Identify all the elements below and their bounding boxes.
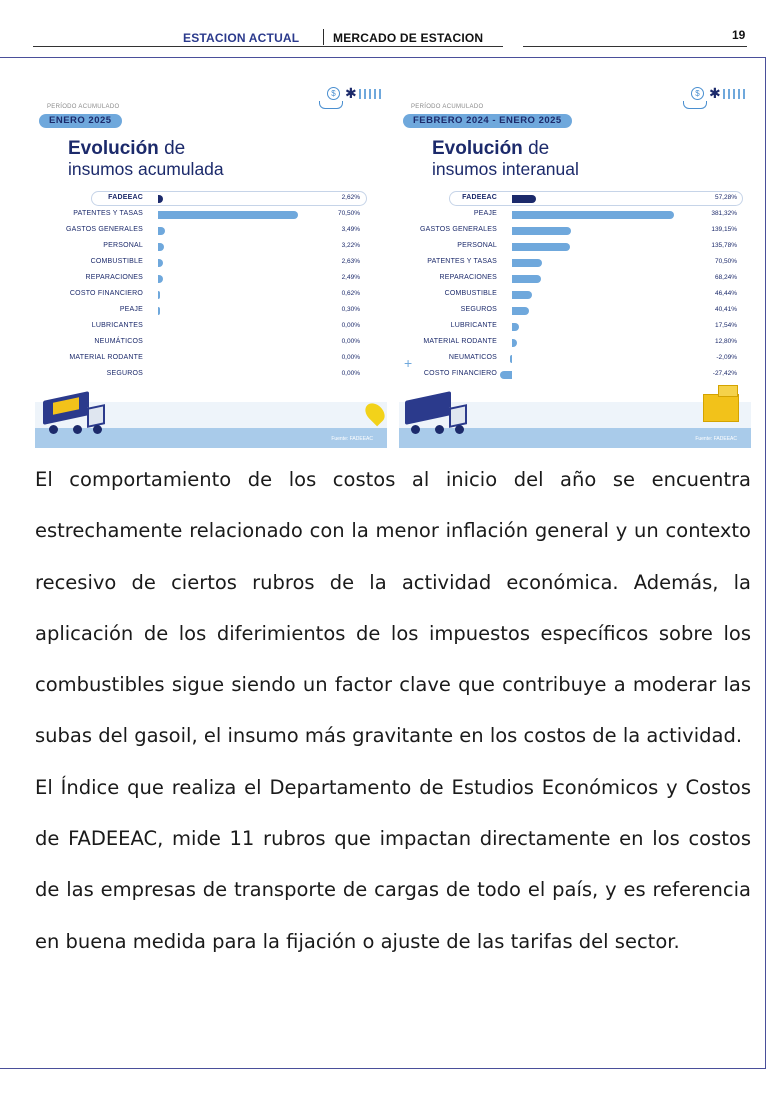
bar	[512, 339, 517, 347]
bar-label: MATERIAL RODANTE	[423, 338, 497, 345]
bar-value: 40,41%	[714, 306, 737, 313]
coin-icon: $	[691, 87, 704, 100]
bar-row	[399, 335, 751, 351]
bar-row	[35, 255, 387, 271]
bar-row-total	[399, 191, 751, 207]
bar-label: PEAJE	[119, 306, 143, 313]
bar-label: NEUMATICOS	[448, 354, 497, 361]
bar-row	[399, 319, 751, 335]
bar-value: 70,50%	[337, 210, 360, 217]
bar	[512, 195, 536, 203]
bar	[512, 259, 542, 267]
panel-title: Evolución de	[432, 138, 550, 159]
bar-row	[35, 303, 387, 319]
bar-row	[399, 303, 751, 319]
bar-value: 68,24%	[714, 274, 737, 281]
page-number: 19	[732, 28, 746, 42]
section-label-estacion-actual: ESTACION ACTUAL	[183, 31, 300, 45]
bar-label: PATENTES Y TASAS	[73, 210, 143, 217]
bar-row	[35, 239, 387, 255]
bar	[512, 307, 529, 315]
panel-subtitle: insumos acumulada	[68, 159, 224, 179]
cargo-boxes-icon	[703, 394, 739, 422]
bar-value: 0,00%	[341, 338, 360, 345]
bar	[512, 211, 674, 219]
bar	[158, 259, 163, 267]
bar	[158, 307, 160, 315]
source-note: Fuente: FADEEAC	[331, 436, 373, 442]
bar-label: LUBRICANTES	[91, 322, 143, 329]
bar-label: COMBUSTIBLE	[444, 290, 497, 297]
truck-icon	[43, 392, 107, 434]
bar-label: PATENTES Y TASAS	[427, 258, 497, 265]
bar-value: 0,30%	[341, 306, 360, 313]
bar	[512, 243, 570, 251]
bar-value: 46,44%	[714, 290, 737, 297]
bar-label: PERSONAL	[457, 242, 497, 249]
bar-value: 0,62%	[341, 290, 360, 297]
bar-value: 135,78%	[711, 242, 737, 249]
bar-row	[35, 207, 387, 223]
period-value: ENERO 2025	[39, 114, 122, 128]
bar-row	[35, 223, 387, 239]
period-value: FEBRERO 2024 - ENERO 2025	[403, 114, 572, 128]
bar-value: 139,15%	[711, 226, 737, 233]
bar-value: 0,00%	[341, 354, 360, 361]
bar-value: 0,00%	[341, 322, 360, 329]
hand-icon	[683, 101, 707, 109]
infographic-acumulada	[35, 83, 387, 448]
bar-row	[35, 319, 387, 335]
bar-value: 2,63%	[341, 258, 360, 265]
bar-value: 0,00%	[341, 370, 360, 377]
bar-value: -2,09%	[716, 354, 737, 361]
header-separator	[323, 29, 324, 45]
bar	[510, 355, 512, 363]
bar-label: MATERIAL RODANTE	[69, 354, 143, 361]
bar	[512, 275, 541, 283]
period-label: PERÍODO ACUMULADO	[47, 104, 120, 110]
bar-row	[399, 207, 751, 223]
panel-subtitle: insumos interanual	[432, 159, 579, 179]
bar-row	[399, 287, 751, 303]
body-text	[35, 454, 751, 967]
bar-label: SEGUROS	[106, 370, 143, 377]
bar-label: REPARACIONES	[85, 274, 143, 281]
bar-row	[35, 367, 387, 383]
sparkle-icon: ✱	[709, 85, 721, 101]
bar-row	[35, 335, 387, 351]
bar	[158, 243, 164, 251]
panel-title: Evolución de	[68, 138, 186, 159]
bar-value: 381,32%	[711, 210, 737, 217]
bar-label: REPARACIONES	[439, 274, 497, 281]
section-label-mercado: MERCADO DE ESTACION	[333, 31, 484, 45]
bar-row	[399, 223, 751, 239]
bar	[158, 291, 160, 299]
bar-label: COSTO FINANCIERO	[423, 370, 497, 377]
bar-value: 57,28%	[714, 194, 737, 201]
bar-list	[35, 191, 387, 383]
bar-label: NEUMÁTICOS	[94, 338, 143, 345]
stripes-icon	[723, 89, 745, 99]
bar-label: COSTO FINANCIERO	[69, 290, 143, 297]
sparkle-icon: ✱	[345, 85, 357, 101]
bar-row	[35, 351, 387, 367]
bar	[158, 211, 298, 219]
bar-value: 3,49%	[341, 226, 360, 233]
bar-value: 70,50%	[714, 258, 737, 265]
paragraph: El Índice que realiza el Departamento de Estudios Económicos y Costos de FADEEAC, mide 11 rubros que impactan directamente en los costos de las empresas de transporte de cargas de todo el país, y es referencia en buena medida para la fijación o ajuste de las tarifas del sector.	[35, 775, 751, 953]
bar-row	[399, 255, 751, 271]
bar-label: GASTOS GENERALES	[420, 226, 497, 233]
bar	[158, 275, 163, 283]
bar-label: FADEEAC	[462, 194, 497, 201]
bar-value: 12,80%	[714, 338, 737, 345]
infographic-interanual	[399, 83, 751, 448]
paragraph: El comportamiento de los costos al inicio del año se encuentra estrechamente relacionado con la menor inflación general y un contexto recesivo de ciertos rubros de la actividad económica. Además, la aplicación de los diferimientos de los impuestos específicos sobre los combustibles sigue siendo un factor clave que contribuye a moderar las subas del gasoil, el insumo más gravitante en los costos de la actividad.	[35, 468, 751, 748]
bar-label: FADEEAC	[108, 194, 143, 201]
money-hand-icon	[319, 87, 383, 113]
bar	[500, 371, 512, 379]
header-rule-left	[33, 46, 503, 47]
bar-row	[35, 287, 387, 303]
bar-row	[399, 351, 751, 367]
bar-row	[35, 271, 387, 287]
bar-row	[399, 271, 751, 287]
bar-label: SEGUROS	[460, 306, 497, 313]
bar-label: LUBRICANTE	[450, 322, 497, 329]
source-note: Fuente: FADEEAC	[695, 436, 737, 442]
bar	[512, 291, 532, 299]
bar-value: 2,62%	[341, 194, 360, 201]
bar-label: COMBUSTIBLE	[90, 258, 143, 265]
money-hand-icon	[683, 87, 747, 113]
bar	[158, 227, 165, 235]
period-label: PERÍODO ACUMULADO	[411, 104, 484, 110]
bar-label: GASTOS GENERALES	[66, 226, 143, 233]
bar-label: PERSONAL	[103, 242, 143, 249]
bar-row-total	[35, 191, 387, 207]
bar	[512, 227, 571, 235]
bar-value: -27,42%	[712, 370, 737, 377]
bar-value: 2,49%	[341, 274, 360, 281]
bar-list	[399, 191, 751, 383]
bar-label: PEAJE	[473, 210, 497, 217]
truck-icon	[405, 392, 469, 434]
hand-icon	[319, 101, 343, 109]
coin-icon: $	[327, 87, 340, 100]
header-rule-right	[523, 46, 747, 47]
plus-icon: +	[404, 355, 413, 371]
bar-value: 3,22%	[341, 242, 360, 249]
bar-row	[399, 239, 751, 255]
bar	[512, 323, 519, 331]
bar-value: 17,54%	[714, 322, 737, 329]
stripes-icon	[359, 89, 381, 99]
bar-row	[399, 367, 751, 383]
